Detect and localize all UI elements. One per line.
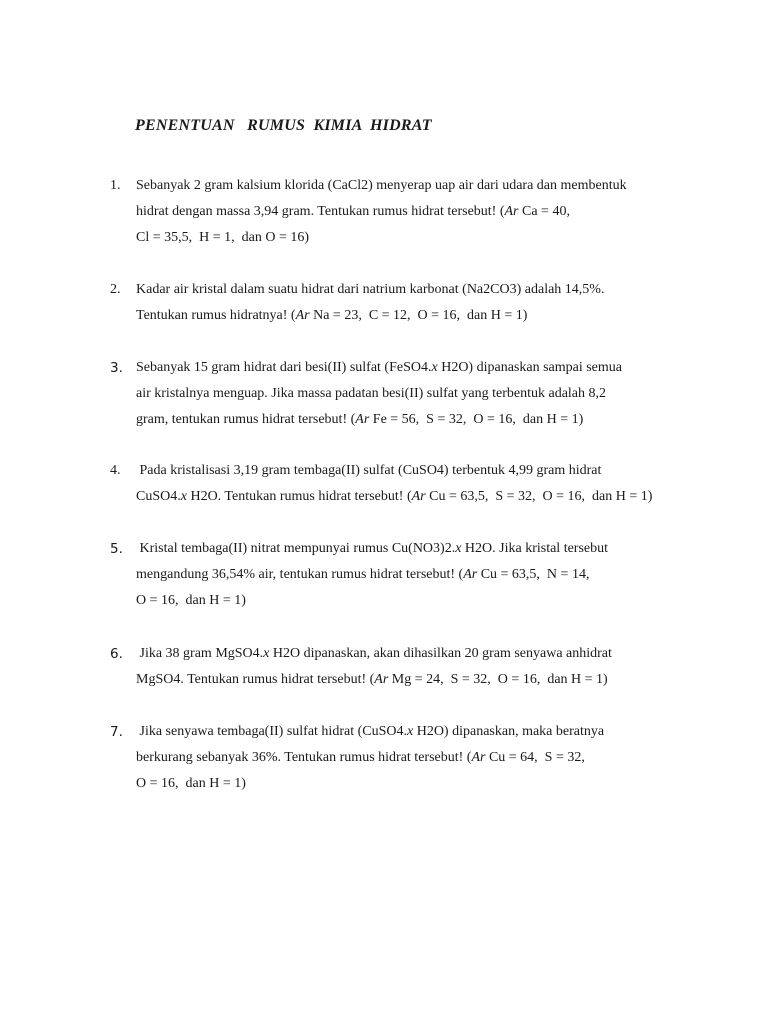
text-segment: Fe = 56, S = 32, O = 16, dan H = 1) <box>369 412 584 427</box>
text-segment: Ca = 40, <box>518 204 570 219</box>
text-segment: Na = 23, C = 12, O = 16, dan H = 1) <box>309 308 528 323</box>
question-number: 7. <box>110 724 123 740</box>
question-line <box>136 489 652 505</box>
question-number: 6. <box>110 646 123 662</box>
question-4 <box>110 463 730 515</box>
text-segment: gram, tentukan rumus hidrat tersebut! ( <box>136 412 356 427</box>
page-title: PENENTUAN RUMUS KIMIA HIDRAT <box>135 117 432 134</box>
question-line <box>136 178 627 194</box>
italic-segment: Ar <box>355 412 370 427</box>
text-segment: Sebanyak 2 gram kalsium klorida (CaCl2) menyerap uap air dari udara dan membentuk <box>136 178 627 193</box>
text-segment: Jika 38 gram MgSO4. <box>136 646 264 661</box>
question-1 <box>110 178 730 256</box>
question-line <box>136 412 583 428</box>
text-segment: MgSO4. Tentukan rumus hidrat tersebut! ( <box>136 672 375 687</box>
text-segment: hidrat dengan massa 3,94 gram. Tentukan rumus hidrat tersebut! ( <box>136 204 505 219</box>
question-number: 4. <box>110 463 121 478</box>
question-line <box>136 230 309 246</box>
question-line <box>136 541 608 557</box>
text-segment: mengandung 36,54% air, tentukan rumus hidrat tersebut! ( <box>136 567 464 582</box>
italic-segment: Ar <box>374 672 389 687</box>
text-segment: Mg = 24, S = 32, O = 16, dan H = 1) <box>388 672 608 687</box>
italic-segment: x <box>431 360 438 375</box>
question-line <box>136 672 608 688</box>
text-segment: berkurang sebanyak 36%. Tentukan rumus hidrat tersebut! ( <box>136 750 472 765</box>
text-segment: Cl = 35,5, H = 1, dan O = 16) <box>136 230 310 245</box>
question-2 <box>110 282 730 334</box>
text-segment: Kadar air kristal dalam suatu hidrat dari natrium karbonat (Na2CO3) adalah 14,5%. <box>136 282 605 297</box>
text-segment: Sebanyak 15 gram hidrat dari besi(II) sulfat (FeSO4. <box>136 360 432 375</box>
italic-segment: x <box>406 724 414 739</box>
text-segment: Jika senyawa tembaga(II) sulfat hidrat (CuSO4. <box>136 724 407 739</box>
question-6 <box>110 646 730 698</box>
question-line <box>136 386 606 402</box>
question-line <box>136 646 612 662</box>
text-segment: O = 16, dan H = 1) <box>136 593 246 608</box>
italic-segment: Ar <box>295 308 310 323</box>
text-segment: O = 16, dan H = 1) <box>136 776 246 791</box>
question-line <box>136 750 585 766</box>
question-number: 2. <box>110 282 121 297</box>
text-segment: Tentukan rumus hidratnya! ( <box>136 308 296 323</box>
text-segment: H2O) dipanaskan sampai semua <box>437 360 622 375</box>
text-segment: CuSO4. <box>136 489 181 504</box>
question-7 <box>110 724 730 802</box>
text-segment: air kristalnya menguap. Jika massa padatan besi(II) sulfat yang terbentuk adalah 8,2 <box>136 386 607 401</box>
italic-segment: Ar <box>504 204 519 219</box>
question-line <box>136 204 570 220</box>
italic-segment: Ar <box>411 489 426 504</box>
question-line <box>136 308 527 324</box>
question-5 <box>110 541 730 619</box>
text-segment: H2O. Tentukan rumus hidrat tersebut! ( <box>186 489 412 504</box>
text-segment: Pada kristalisasi 3,19 gram tembaga(II) sulfat (CuSO4) terbentuk 4,99 gram hidrat <box>136 463 602 478</box>
text-segment: Kristal tembaga(II) nitrat mempunyai rumus Cu(NO3)2. <box>136 541 456 556</box>
text-segment: H2O. Jika kristal tersebut <box>461 541 609 556</box>
question-number: 5. <box>110 541 123 557</box>
question-number: 3. <box>110 360 123 376</box>
question-line <box>136 567 589 583</box>
italic-segment: x <box>455 541 462 556</box>
text-segment: H2O dipanaskan, akan dihasilkan 20 gram senyawa anhidrat <box>269 646 612 661</box>
question-3 <box>110 360 730 438</box>
text-segment: H2O) dipanaskan, maka beratnya <box>413 724 605 739</box>
italic-segment: Ar <box>463 567 478 582</box>
italic-segment: Ar <box>471 750 486 765</box>
italic-segment: x <box>180 489 187 504</box>
question-line <box>136 593 246 609</box>
question-line <box>136 776 246 792</box>
question-line <box>136 282 604 298</box>
text-segment: Cu = 63,5, S = 32, O = 16, dan H = 1) <box>425 489 653 504</box>
question-line <box>136 360 622 376</box>
italic-segment: x <box>263 646 270 661</box>
text-segment: Cu = 64, S = 32, <box>485 750 585 765</box>
question-line <box>136 463 601 479</box>
text-segment: Cu = 63,5, N = 14, <box>477 567 590 582</box>
question-line <box>136 724 604 740</box>
question-number: 1. <box>110 178 121 193</box>
